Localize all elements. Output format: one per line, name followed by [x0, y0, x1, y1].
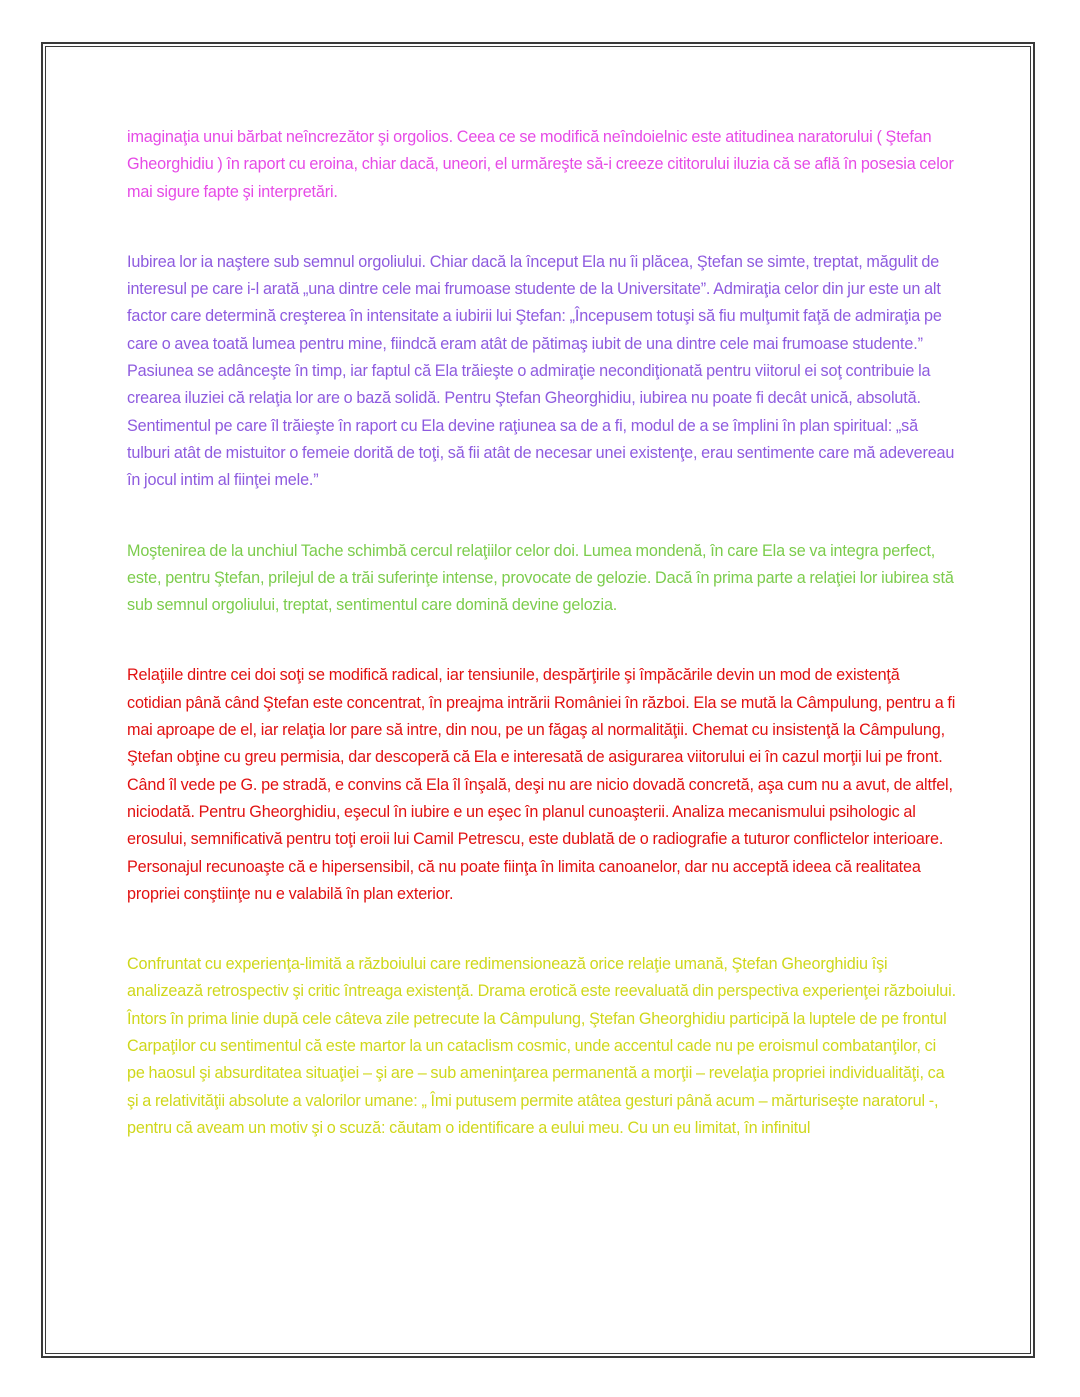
paragraph-3: Moştenirea de la unchiul Tache schimbă cercul relaţiilor celor doi. Lumea mondenă, în care Ela se va integra perfect, este, pentru Ştefan, prilejul de a trăi suferinţe intense, provocate de gelozie. Dacă în prima parte a relaţiei lor iubirea stă sub semnul orgoliului, treptat, sentimentul care domină devine gelozia.	[127, 541, 954, 615]
paragraph-1: imaginaţia unui bărbat neîncrezător şi orgolios. Ceea ce se modifică neîndoielnic este atitudinea naratorului ( Ştefan Gheorghidiu ) în raport cu eroina, chiar dacă, uneori, el urmăreşte să-i creeze cititorului iluzia că se află în posesia celor mai sigure fapte şi interpretări.	[127, 128, 954, 201]
paragraph-5: Confruntat cu experienţa-limită a războiului care redimensionează orice relaţie umană, Ştefan Gheorghidiu îşi analizează retrospectiv şi critic întreaga existenţă. Drama erotică este reevaluată din perspectiva experienţei războiului. Întors în prima linie după cele câteva zile petrecute la Câmpulung, Ştefan Gheorghidiu participă la luptele de pe frontul Carpaţilor cu sentimentul că este martor la un cataclism cosmic, unde accentul cade nu pe eroismul combatanţilor, ci pe haosul şi absurditatea situaţiei – şi are – sub ameninţarea permanentă a morţii – revelaţia propriei individualităţi, ca şi a relativităţii absolute a valorilor umane: „ Îmi putusem permite atâtea gesturi până acum – mărturiseşte naratorul -, pentru că aveam un motiv şi o scuză: căutam o identificare a eului meu. Cu un eu limitat, în infinitul	[127, 955, 956, 1137]
paragraph-4: Relaţiile dintre cei doi soţi se modifică radical, iar tensiunile, despărţirile şi împăcările devin un mod de existenţă cotidian până când Ştefan este concentrat, în preajma intrării României în război. Ela se mută la Câmpulung, pentru a fi mai aproape de el, iar relaţia lor pare să intre, din nou, pe un făgaş al normalităţii. Chemat cu insistenţă la Câmpulung, Ştefan obţine cu greu permisia, dar descoperă că Ela e interesată de asigurarea viitorului ei în cazul morţii lui pe front. Când îl vede pe G. pe stradă, e convins că Ela îl înşală, deşi nu are nicio dovadă concretă, aşa cum nu a avut, de altfel, niciodată. Pentru Gheorghidiu, eşecul în iubire e un eşec în planul cunoaşterii. Analiza mecanismului psihologic al erosului, semnificativă pentru toţi eroii lui Camil Petrescu, este dublată de o radiografie a tuturor conflictelor interioare. Personajul recunoaşte că e hipersensibil, că nu poate fiinţa în limita canoanelor, dar nu acceptă ideea că realitatea propriei conştiinţe nu e valabilă în plan exterior.	[127, 666, 956, 903]
paragraph-2: Iubirea lor ia naştere sub semnul orgoliului. Chiar dacă la început Ela nu îi plăcea, Ştefan se simte, treptat, măgulit de interesul pe care i-l arată „una dintre cele mai frumoase studente de la Universitate”. Admiraţia celor din jur este un alt factor care determină creşterea în intensitate a iubirii lui Ştefan: „Începusem totuşi să fiu mulţumit faţă de admiraţia pe care o avea toată lumea pentru mine, fiindcă eram atât de pătimaş iubit de una dintre cele mai frumoase studente.” Pasiunea se adânceşte în timp, iar faptul că Ela trăieşte o admiraţie necondiţionată pentru viitorul ei soţ contribuie la crearea iluziei că relaţia lor are o bază solidă. Pentru Ştefan Gheorghidiu, iubirea nu poate fi decât unică, absolută. Sentimentul pe care îl trăieşte în raport cu Ela devine raţiunea sa de a fi, modul de a se împlini în plan spiritual: „să tulburi atât de mistuitor o femeie dorită de toţi, să fii atât de necesar unei existenţe, erau sentimente care mă adevereau în jocul intim al fiinţei mele.”	[127, 252, 955, 490]
document-body	[127, 124, 957, 1142]
